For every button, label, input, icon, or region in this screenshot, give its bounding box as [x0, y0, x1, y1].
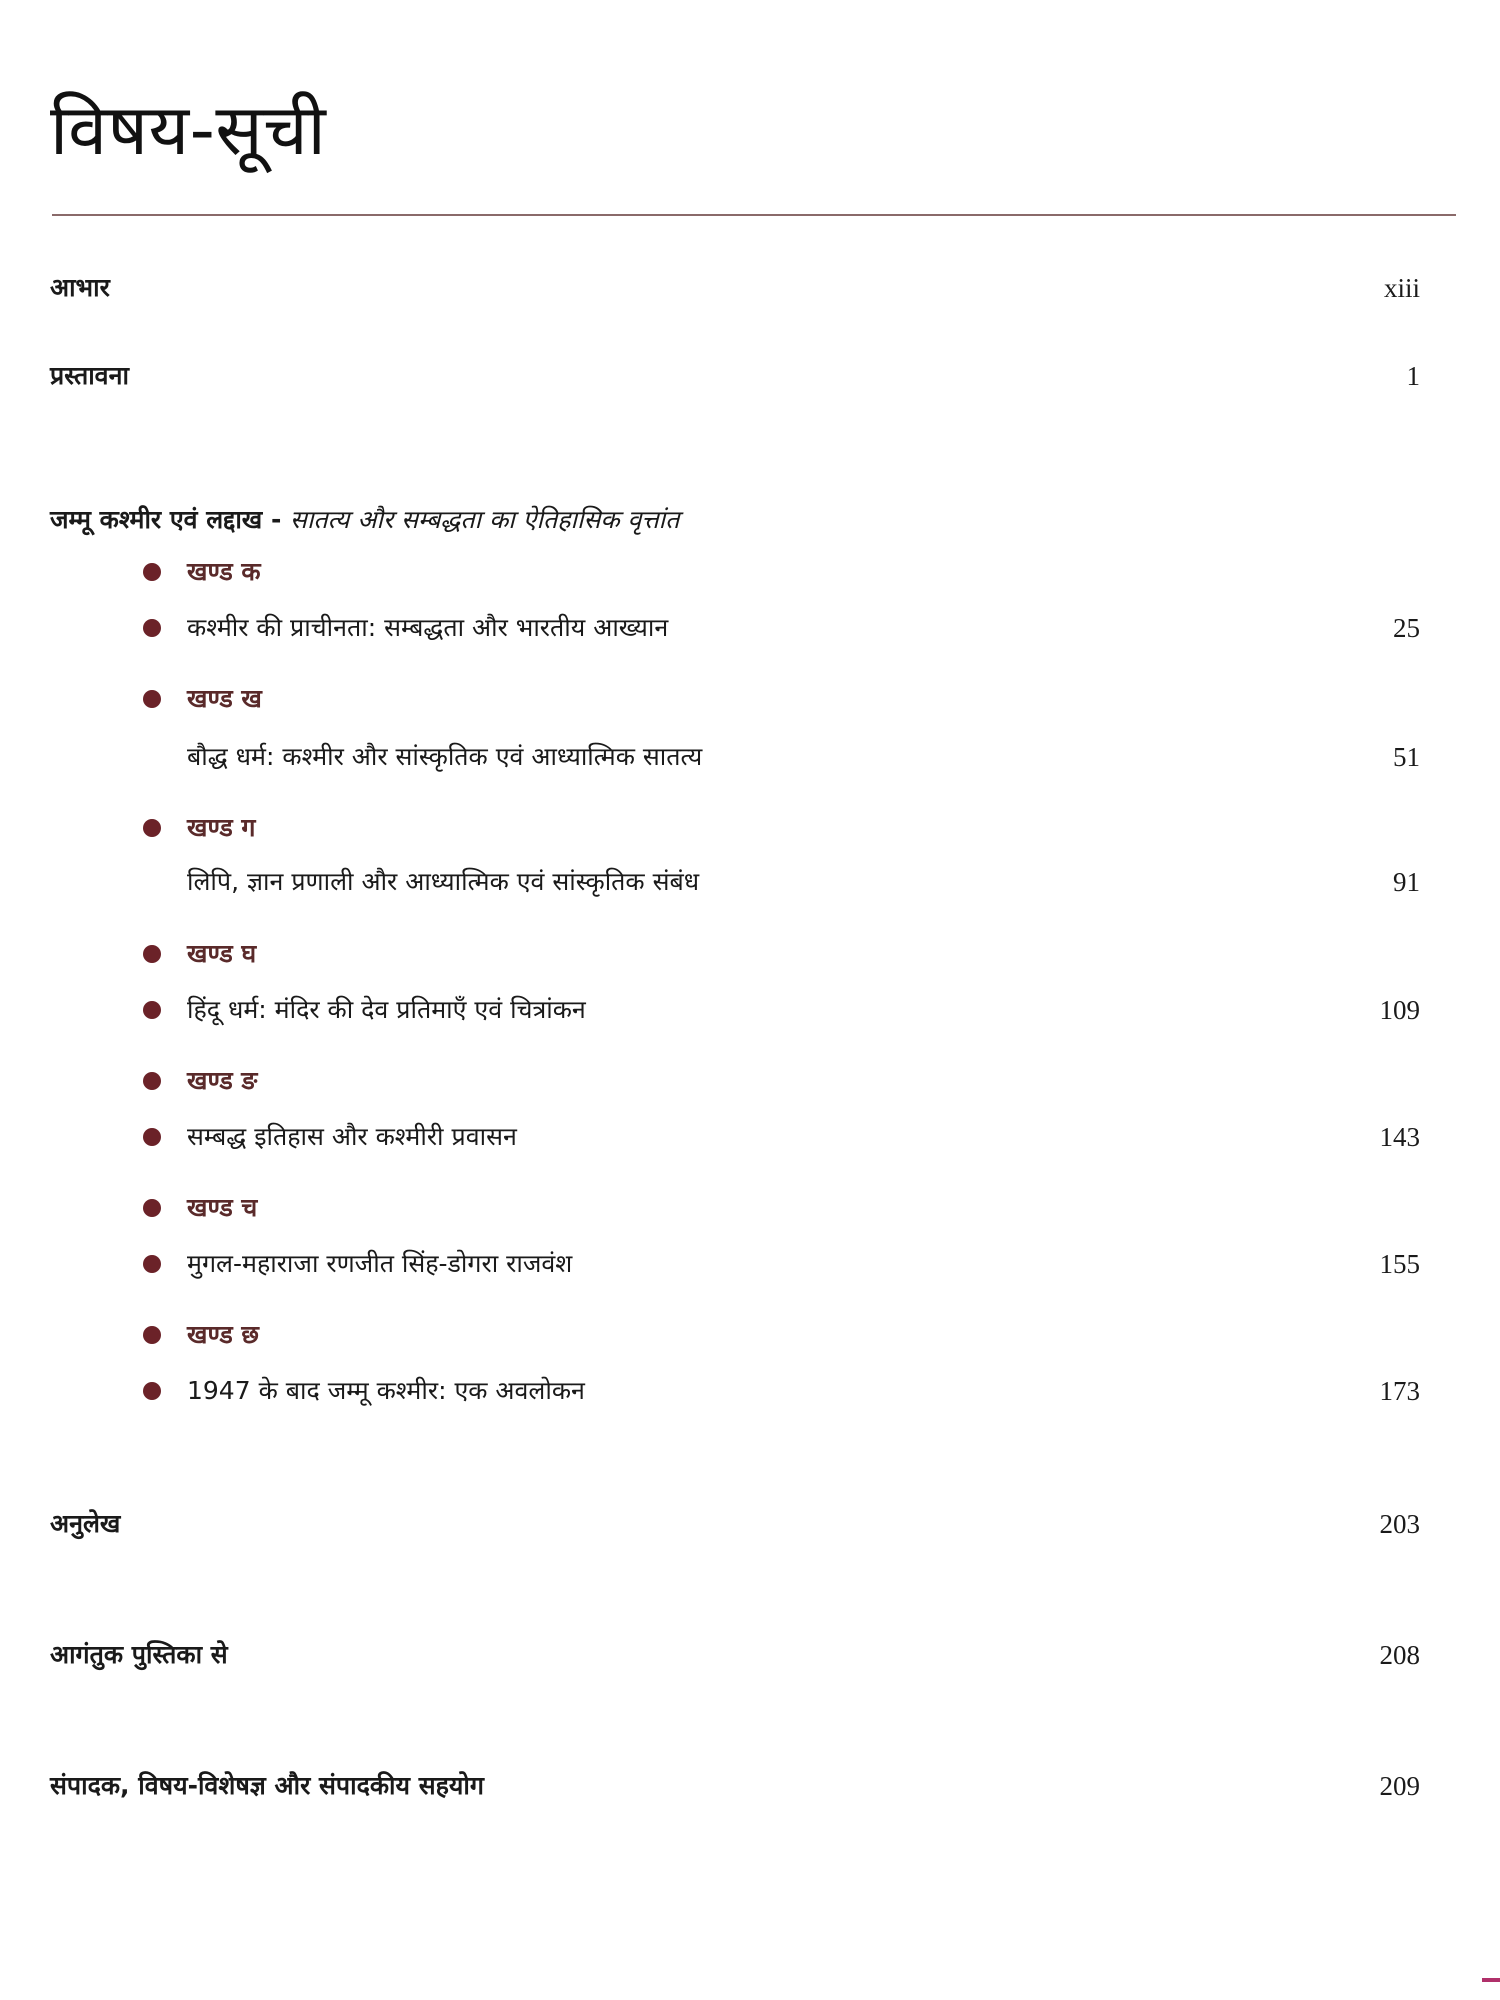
- toc-entry-chapter[interactable]: [0, 608, 1500, 648]
- khand-heading-e: [0, 1061, 1500, 1101]
- entry-page-number: 1: [1406, 361, 1420, 391]
- khand-label: खण्ड ङ: [187, 1066, 258, 1095]
- bullet-icon: [143, 690, 161, 708]
- khand-label: खण्ड ख: [187, 684, 262, 713]
- chapter-title: कश्मीर की प्राचीनता: सम्बद्धता और भारतीय आख्यान: [187, 613, 669, 642]
- toc-entry-acknowledgements[interactable]: [0, 268, 1500, 308]
- bullet-icon: [143, 1128, 161, 1146]
- entry-page-number: 25: [1393, 613, 1420, 643]
- entry-page-number: 155: [1379, 1249, 1420, 1279]
- title-divider: [52, 214, 1456, 216]
- toc-entry-chapter[interactable]: [0, 1371, 1500, 1411]
- khand-label: खण्ड क: [187, 557, 261, 586]
- bullet-icon: [143, 619, 161, 637]
- entry-page-number: 209: [1379, 1771, 1420, 1801]
- entry-page-number: 173: [1379, 1376, 1420, 1406]
- entry-page-number: 143: [1379, 1122, 1420, 1152]
- entry-page-number: 51: [1393, 742, 1420, 772]
- khand-heading-b: [0, 679, 1500, 719]
- bullet-icon: [143, 1001, 161, 1019]
- main-section-heading[interactable]: [0, 500, 1500, 540]
- entry-page-number: 203: [1379, 1509, 1420, 1539]
- entry-page-number: 208: [1379, 1640, 1420, 1670]
- entry-page-number: 109: [1379, 995, 1420, 1025]
- khand-label: खण्ड ग: [187, 813, 256, 842]
- chapter-title: सम्बद्ध इतिहास और कश्मीरी प्रवासन: [187, 1122, 517, 1151]
- entry-label: संपादक, विषय-विशेषज्ञ और संपादकीय सहयोग: [50, 1771, 484, 1800]
- khand-label: खण्ड छ: [187, 1320, 259, 1349]
- bullet-icon: [143, 1072, 161, 1090]
- toc-entry-preface[interactable]: [0, 356, 1500, 396]
- chapter-title: मुगल-महाराजा रणजीत सिंह-डोगरा राजवंश: [187, 1249, 573, 1278]
- entry-page-number: 91: [1393, 867, 1420, 897]
- khand-heading-d: [0, 934, 1500, 974]
- bullet-icon: [143, 1326, 161, 1344]
- toc-entry-postscript[interactable]: [0, 1504, 1500, 1544]
- toc-title: विषय-सूची: [50, 89, 327, 171]
- entry-label: अनुलेख: [50, 1509, 121, 1538]
- khand-label: खण्ड च: [187, 1193, 258, 1222]
- chapter-title: लिपि, ज्ञान प्रणाली और आध्यात्मिक एवं सांस्कृतिक संबंध: [187, 867, 700, 896]
- bullet-icon: [143, 1255, 161, 1273]
- entry-label: आभार: [50, 273, 110, 302]
- section-title: [50, 500, 679, 540]
- toc-entry-chapter[interactable]: [0, 1244, 1500, 1284]
- entry-page-number: xiii: [1383, 273, 1420, 303]
- chapter-title: बौद्ध धर्म: कश्मीर और सांस्कृतिक एवं आध्यात्मिक सातत्य: [187, 742, 703, 771]
- bullet-icon: [143, 945, 161, 963]
- chapter-title: हिंदू धर्म: मंदिर की देव प्रतिमाएँ एवं चित्रांकन: [187, 995, 586, 1024]
- toc-entry-editors[interactable]: [0, 1766, 1500, 1806]
- toc-entry-chapter[interactable]: [0, 737, 1500, 777]
- bullet-icon: [143, 819, 161, 837]
- khand-label: खण्ड घ: [187, 939, 257, 968]
- toc-entry-chapter[interactable]: [0, 1117, 1500, 1157]
- section-title-main: जम्मू कश्मीर एवं लद्दाख -: [50, 505, 291, 534]
- entry-label: आगंतुक पुस्तिका से: [50, 1640, 228, 1669]
- entry-label: प्रस्तावना: [50, 361, 129, 390]
- chapter-title: 1947 के बाद जम्मू कश्मीर: एक अवलोकन: [187, 1376, 585, 1405]
- bullet-icon: [143, 1199, 161, 1217]
- khand-heading-a: [0, 552, 1500, 592]
- toc-entry-chapter[interactable]: [0, 862, 1500, 902]
- page-edge-mark: [1482, 1978, 1500, 1982]
- khand-heading-c: [0, 808, 1500, 848]
- bullet-icon: [143, 563, 161, 581]
- bullet-icon: [143, 1382, 161, 1400]
- toc-entry-visitor-book[interactable]: [0, 1635, 1500, 1675]
- toc-entry-chapter[interactable]: [0, 990, 1500, 1030]
- khand-heading-g: [0, 1315, 1500, 1355]
- khand-heading-f: [0, 1188, 1500, 1228]
- section-subtitle: सातत्य और सम्बद्धता का ऐतिहासिक वृत्तांत: [290, 505, 680, 534]
